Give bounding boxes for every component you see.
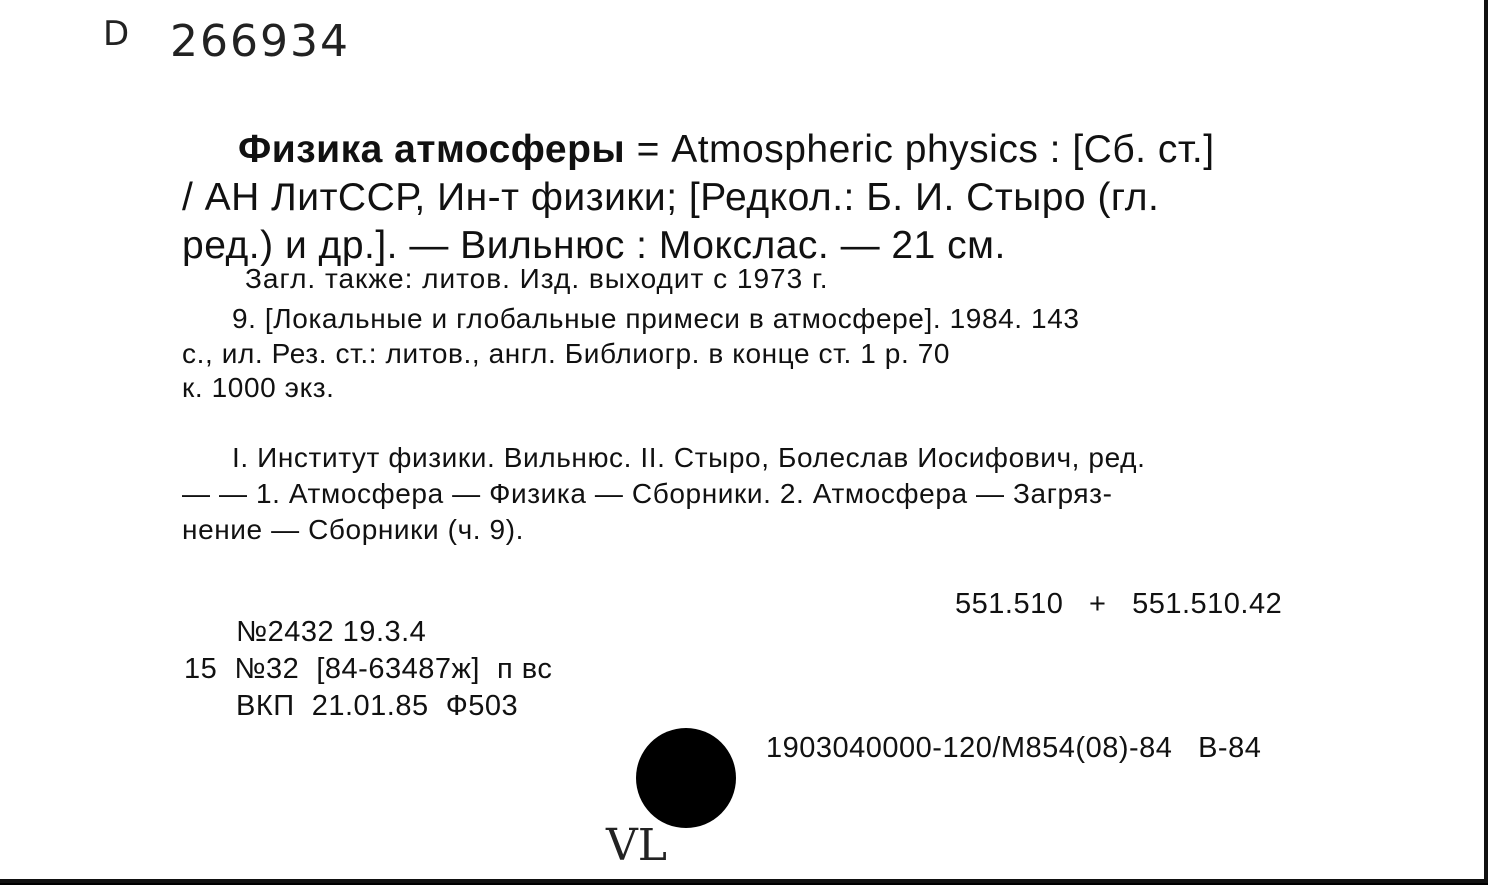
volume-line-1: 9. [Локальные и глобальные примеси в атмосфере]. 1984. 143 [232, 303, 1080, 334]
bottom-mark: VL [606, 820, 667, 871]
tracing-line-1: I. Институт физики. Вильнюс. II. Стыро, Болеслав Иосифович, ред. [232, 442, 1146, 473]
note-title: Загл. также: литов. Изд. выходит с 1973 г. [245, 263, 829, 294]
title-line-2: / АН ЛитССР, Ин-т физики; [Редкол.: Б. И. Стыро (гл. [182, 176, 1160, 219]
punch-hole [636, 728, 736, 828]
call-prefix: D [103, 14, 130, 54]
udc-index: 551.510 + 551.510.42 [955, 588, 1283, 620]
title-line-1 [238, 126, 1215, 174]
catalog-code: 1903040000-120/М854(08)-84 В-84 [766, 732, 1262, 764]
accession-line-2: 15 №32 [84-63487ж] п вс [184, 653, 553, 685]
accession-line-1: №2432 19.3.4 [236, 616, 427, 648]
title-bold: Физика атмосферы [238, 128, 626, 171]
title-parallel: = Atmospheric physics : [Сб. ст.] [636, 128, 1215, 171]
tracing-line-3: нение — Сборники (ч. 9). [182, 514, 524, 545]
accession-line-3: ВКП 21.01.85 Ф503 [236, 690, 519, 722]
volume-line-2: с., ил. Рез. ст.: литов., англ. Библиогр. в конце ст. 1 р. 70 [182, 338, 951, 369]
call-number: 266934 [170, 16, 350, 67]
volume-line-3: к. 1000 экз. [182, 372, 335, 403]
title-line-3: ред.) и др.]. — Вильнюс : Мокслас. — 21 см. [182, 224, 1006, 267]
tracing-line-2: — — 1. Атмосфера — Физика — Сборники. 2. Атмосфера — Загряз- [182, 478, 1113, 509]
